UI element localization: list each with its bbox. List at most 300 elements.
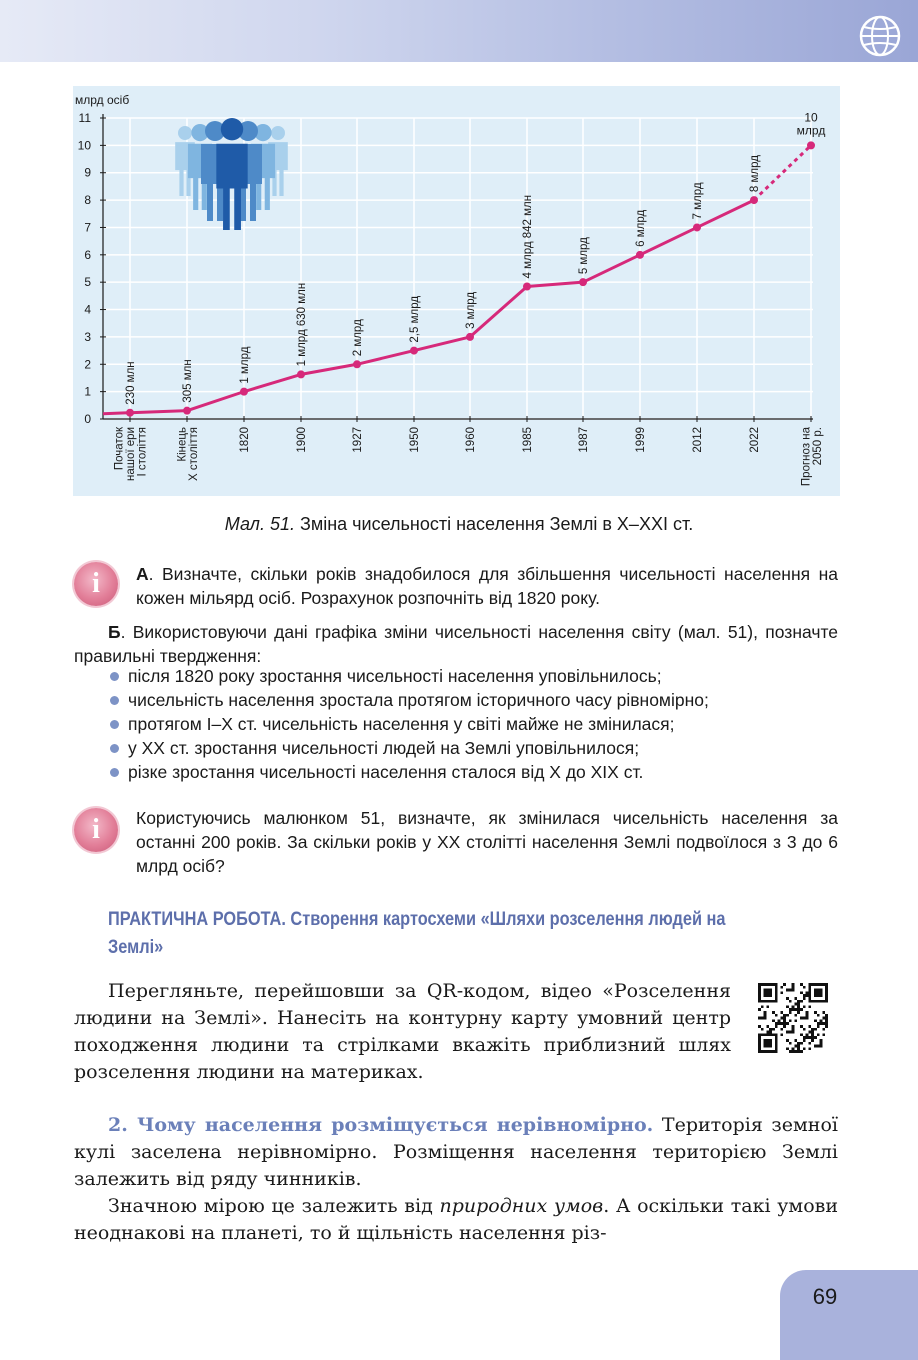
qr-module <box>758 1042 761 1045</box>
qr-module <box>803 1028 806 1031</box>
qr-module <box>794 1050 797 1053</box>
x-tick-label-line: 1999 <box>635 427 647 453</box>
qr-module <box>761 1017 764 1020</box>
qr-module <box>764 989 767 992</box>
qr-module <box>786 1014 789 1017</box>
qr-module <box>758 994 761 997</box>
qr-module <box>797 1047 800 1050</box>
qr-module <box>780 1022 783 1025</box>
qr-module <box>775 983 778 986</box>
qr-module <box>817 989 820 992</box>
qr-module <box>783 983 786 986</box>
qr-module <box>814 1011 817 1014</box>
qr-module <box>775 1045 778 1048</box>
qr-module <box>800 1008 803 1011</box>
qr-module <box>808 989 811 992</box>
qr-module <box>772 1033 775 1036</box>
x-tick-label <box>239 427 251 453</box>
qr-module <box>780 991 783 994</box>
qr-module <box>811 1028 814 1031</box>
qr-module <box>766 983 769 986</box>
qr-module <box>766 1050 769 1053</box>
qr-module <box>769 994 772 997</box>
qr-module <box>775 1033 778 1036</box>
qr-module <box>789 1011 792 1014</box>
qr-module <box>803 986 806 989</box>
qr-module <box>769 1045 772 1048</box>
data-label: 2,5 млрд <box>409 295 421 343</box>
qr-module <box>778 1022 781 1025</box>
qr-module <box>766 994 769 997</box>
qr-module <box>775 1047 778 1050</box>
y-tick-label: 5 <box>84 275 91 290</box>
series-line <box>103 200 754 414</box>
qr-module <box>797 1005 800 1008</box>
data-label-line: млрд <box>796 123 826 138</box>
qr-module <box>764 1039 767 1042</box>
list-item: у ХХ ст. зростання чисельності людей на Землі уповільнилося; <box>108 736 709 760</box>
y-tick-label: 11 <box>78 111 91 125</box>
qr-module <box>811 1036 814 1039</box>
x-tick-label <box>352 427 364 453</box>
data-point <box>523 283 531 291</box>
qr-module <box>803 1039 806 1042</box>
qr-module <box>775 1022 778 1025</box>
y-tick-label: 0 <box>84 412 91 426</box>
x-tick-label-line: 1950 <box>409 427 421 453</box>
qr-module <box>822 1000 825 1003</box>
qr-module <box>758 1050 761 1053</box>
qr-module <box>794 1039 797 1042</box>
qr-code[interactable] <box>758 983 828 1053</box>
practical-work-title: ПРАКТИЧНА РОБОТА. Створення картосхеми «Шляхи розселення людей на Землі» <box>108 909 726 958</box>
qr-module <box>792 986 795 989</box>
qr-module <box>758 1000 761 1003</box>
data-label: 7 млрд <box>692 182 704 220</box>
figure-caption <box>0 514 918 535</box>
qr-module <box>780 1033 783 1036</box>
qr-module <box>758 1008 761 1011</box>
qr-module <box>758 1039 761 1042</box>
qr-module <box>786 1022 789 1025</box>
globe-icon <box>858 14 902 58</box>
data-label: 3 млрд <box>465 291 477 329</box>
qr-module <box>814 1036 817 1039</box>
qr-module <box>800 991 803 994</box>
data-label: 2 млрд <box>352 319 364 357</box>
qr-module <box>766 1005 769 1008</box>
qr-module <box>820 1042 823 1045</box>
qr-module <box>806 1017 809 1020</box>
qr-module <box>769 989 772 992</box>
task-a-letter: А <box>136 564 149 584</box>
x-tick-label-line: 1900 <box>296 427 308 453</box>
qr-module <box>806 1014 809 1017</box>
qr-module <box>758 1033 761 1036</box>
qr-module <box>794 1045 797 1048</box>
x-tick-label-line: 2022 <box>749 427 761 453</box>
x-tick-label-line: нашої ери <box>125 427 137 481</box>
qr-module <box>792 1005 795 1008</box>
qr-module <box>764 1014 767 1017</box>
qr-module <box>792 1031 795 1034</box>
y-tick-label: 10 <box>77 138 91 153</box>
x-tick-label-line: 1960 <box>465 427 477 453</box>
qr-module <box>758 989 761 992</box>
qr-module <box>792 983 795 986</box>
qr-module <box>766 1045 769 1048</box>
qr-module <box>783 1017 786 1020</box>
qr-module <box>797 1000 800 1003</box>
qr-module <box>803 997 806 1000</box>
data-point <box>410 347 418 355</box>
x-tick-label-line: Х століття <box>187 427 200 481</box>
qr-module <box>817 983 820 986</box>
qr-module <box>792 1028 795 1031</box>
qr-module <box>820 989 823 992</box>
data-label: 305 млн <box>182 359 194 403</box>
x-tick-label-line: 1987 <box>578 427 590 453</box>
qr-module <box>797 1003 800 1006</box>
chart-svg <box>73 86 840 496</box>
qr-module <box>769 1028 772 1031</box>
qr-module <box>797 1011 800 1014</box>
qr-module <box>775 997 778 1000</box>
qr-module <box>814 1028 817 1031</box>
qr-module <box>764 1042 767 1045</box>
data-point <box>126 409 134 417</box>
task-b-letter: Б <box>108 622 121 642</box>
qr-module <box>803 1017 806 1020</box>
qr-module <box>786 1047 789 1050</box>
emphasis-term: природних умов <box>439 1195 604 1217</box>
qr-module <box>766 991 769 994</box>
x-tick-label-line: Кінець <box>176 427 189 462</box>
qr-module <box>808 983 811 986</box>
x-tick-label-line: Прогноз на <box>800 427 813 487</box>
x-tick-label-line: 2012 <box>692 427 704 453</box>
qr-module <box>789 1042 792 1045</box>
qr-module <box>772 983 775 986</box>
data-point <box>183 407 191 415</box>
qr-module <box>817 1000 820 1003</box>
qr-module <box>780 1011 783 1014</box>
qr-module <box>797 1042 800 1045</box>
x-tick-label <box>692 427 704 453</box>
qr-module <box>775 1014 778 1017</box>
qr-module <box>786 997 789 1000</box>
qr-module <box>803 1005 806 1008</box>
page-number: 69 <box>812 1284 838 1309</box>
data-label <box>797 110 826 137</box>
list-item: після 1820 року зростання чисельності населення уповільнилось; <box>108 664 709 688</box>
qr-module <box>758 1036 761 1039</box>
data-point <box>466 333 474 341</box>
data-point <box>297 370 305 378</box>
qr-module <box>766 1042 769 1045</box>
qr-module <box>764 991 767 994</box>
qr-module <box>772 1000 775 1003</box>
qr-module <box>822 983 825 986</box>
qr-module <box>761 1000 764 1003</box>
qr-module <box>822 1033 825 1036</box>
qr-module <box>775 989 778 992</box>
qr-module <box>758 1025 761 1028</box>
x-tick-label-line: 1820 <box>239 427 251 453</box>
qr-module <box>825 991 828 994</box>
task-a <box>136 562 838 610</box>
qr-module <box>783 1014 786 1017</box>
qr-module <box>825 1000 828 1003</box>
qr-module <box>769 1033 772 1036</box>
qr-module <box>775 1039 778 1042</box>
qr-module <box>817 1014 820 1017</box>
qr-module <box>808 1031 811 1034</box>
qr-module <box>808 997 811 1000</box>
qr-module <box>769 983 772 986</box>
x-tick-label-line: І століття <box>136 427 149 477</box>
qr-module <box>780 1017 783 1020</box>
qr-module <box>820 1000 823 1003</box>
qr-module <box>766 1033 769 1036</box>
qr-module <box>769 991 772 994</box>
qr-module <box>783 1019 786 1022</box>
qr-module <box>800 1050 803 1053</box>
qr-module <box>775 1036 778 1039</box>
qr-module <box>808 1047 811 1050</box>
qr-module <box>808 991 811 994</box>
qr-module <box>808 986 811 989</box>
qr-module <box>764 1050 767 1053</box>
qr-module <box>825 1025 828 1028</box>
qr-module <box>792 1047 795 1050</box>
qr-module <box>817 1025 820 1028</box>
data-label-line: 10 <box>804 110 818 125</box>
y-tick-label: 4 <box>84 302 91 317</box>
x-tick-label <box>635 427 647 453</box>
y-tick-label: 7 <box>84 220 91 235</box>
qr-module <box>800 1000 803 1003</box>
data-point <box>750 196 758 204</box>
qr-module <box>820 1022 823 1025</box>
qr-module <box>789 1031 792 1034</box>
data-point <box>579 278 587 286</box>
qr-module <box>766 1039 769 1042</box>
qr-module <box>820 991 823 994</box>
qr-module <box>820 1039 823 1042</box>
qr-module <box>794 1003 797 1006</box>
qr-module <box>817 994 820 997</box>
qr-module <box>766 1031 769 1034</box>
x-tick-label-line: 1985 <box>522 427 534 453</box>
qr-module <box>811 983 814 986</box>
qr-module <box>806 994 809 997</box>
x-tick-label-line: 2050 р. <box>811 427 824 466</box>
y-tick-label: 6 <box>84 247 91 262</box>
qr-module <box>825 997 828 1000</box>
qr-module <box>769 1039 772 1042</box>
qr-module <box>764 1011 767 1014</box>
data-point <box>353 360 361 368</box>
qr-module <box>825 986 828 989</box>
paragraph-natural-conditions: Значною мірою це залежить від природних умов. А оскільки такі умови неоднакові на планеті, то й щільність населення різ- <box>74 1195 839 1244</box>
qr-module <box>786 989 789 992</box>
data-label: 8 млрд <box>749 155 761 193</box>
qr-module <box>758 1017 761 1020</box>
qr-module <box>758 1047 761 1050</box>
qr-module <box>814 983 817 986</box>
list-item: чисельність населення зростала протягом історичного часу рівномірно; <box>108 688 709 712</box>
y-tick-label: 9 <box>84 165 91 180</box>
qr-module <box>806 991 809 994</box>
qr-module <box>797 1050 800 1053</box>
qr-module <box>772 1050 775 1053</box>
qr-module <box>772 1019 775 1022</box>
qr-module <box>764 1045 767 1048</box>
data-label: 5 млрд <box>578 237 590 275</box>
qr-module <box>814 989 817 992</box>
qr-module <box>761 1028 764 1031</box>
qr-module <box>758 997 761 1000</box>
qr-module <box>789 989 792 992</box>
qr-module <box>822 1017 825 1020</box>
qr-module <box>792 1025 795 1028</box>
qr-module <box>772 1028 775 1031</box>
qr-module <box>820 1019 823 1022</box>
x-tick-label <box>800 426 824 486</box>
qr-module <box>817 1045 820 1048</box>
data-point <box>240 388 248 396</box>
qr-module <box>786 1005 789 1008</box>
qr-module <box>775 1025 778 1028</box>
qr-module <box>820 983 823 986</box>
qr-module <box>775 1042 778 1045</box>
qr-module <box>803 1036 806 1039</box>
qr-module <box>806 1036 809 1039</box>
qr-module <box>814 1019 817 1022</box>
qr-module <box>764 983 767 986</box>
qr-module <box>808 1042 811 1045</box>
qr-module <box>766 989 769 992</box>
qr-module <box>778 1019 781 1022</box>
data-point <box>807 141 815 149</box>
data-point <box>636 251 644 259</box>
data-label: 4 млрд 842 млн <box>522 194 534 279</box>
qr-module <box>775 1050 778 1053</box>
qr-module <box>825 1014 828 1017</box>
qr-module <box>761 1033 764 1036</box>
qr-module <box>758 991 761 994</box>
qr-module <box>769 1031 772 1034</box>
y-axis-label: млрд осіб <box>75 93 130 107</box>
qr-module <box>792 989 795 992</box>
qr-module <box>808 1036 811 1039</box>
qr-module <box>789 1008 792 1011</box>
list-item: різке зростання чисельності населення сталося від Х до ХІХ ст. <box>108 760 709 784</box>
qr-module <box>775 991 778 994</box>
header-band <box>0 0 918 62</box>
list-item: протягом І–Х ст. чисельність населення у світі майже не змінилася; <box>108 712 709 736</box>
qr-module <box>806 1011 809 1014</box>
qr-module <box>814 994 817 997</box>
qr-module <box>769 1050 772 1053</box>
task-a-text: . Визначте, скільки років знадобилося для збільшення чисельності населення на кожен мільярд осіб. Розрахунок розпочніть від 1820 року. <box>136 564 838 608</box>
task-c: Користуючись малюнком 51, визначте, як змінилася чисельність населення за останні 200 років. За скільки років у ХХ столітті населення Землі подвоїлося з 3 до 6 млрд осіб? <box>136 808 838 876</box>
qr-module <box>758 1045 761 1048</box>
y-tick-label: 8 <box>84 193 91 208</box>
section-2 <box>74 1112 838 1193</box>
qr-module <box>800 1033 803 1036</box>
x-tick-label <box>176 427 200 481</box>
practical-work-text: Перегляньте, перейшовши за QR-кодом, відео «Розселення людини на Землі». Нанесіть на контурну карту умовний центр походження людини та стрілками вкажіть приблизний шлях розселення людини на материках. <box>74 980 731 1083</box>
qr-module <box>820 1045 823 1048</box>
qr-module <box>817 1033 820 1036</box>
qr-module <box>769 1000 772 1003</box>
qr-module <box>764 1000 767 1003</box>
section-2-heading: 2. Чому населення розміщується нерівномірно. <box>108 1114 654 1136</box>
qr-module <box>761 1050 764 1053</box>
qr-module <box>794 1014 797 1017</box>
task-b <box>74 620 838 668</box>
x-tick-label <box>114 426 149 481</box>
data-label: 1 млрд 630 млн <box>296 282 308 367</box>
population-chart <box>73 86 840 496</box>
qr-module <box>789 1019 792 1022</box>
data-point <box>693 223 701 231</box>
x-tick-label-line: Початок <box>113 427 126 471</box>
qr-module <box>808 1000 811 1003</box>
info-icon: i <box>74 808 118 852</box>
qr-module <box>797 1045 800 1048</box>
qr-module <box>808 994 811 997</box>
qr-module <box>825 994 828 997</box>
y-tick-label: 1 <box>84 384 91 399</box>
people-illustration <box>175 118 288 230</box>
qr-module <box>825 1017 828 1020</box>
x-tick-label <box>465 427 477 453</box>
y-tick-label: 3 <box>84 329 91 344</box>
x-tick-label <box>296 427 308 453</box>
qr-module <box>811 1039 814 1042</box>
qr-module <box>764 1017 767 1020</box>
qr-module <box>800 1025 803 1028</box>
data-label: 230 млн <box>125 361 137 405</box>
qr-module <box>766 1025 769 1028</box>
info-icon: i <box>74 562 118 606</box>
qr-module <box>817 991 820 994</box>
qr-module <box>792 1050 795 1053</box>
x-tick-label-line: 1927 <box>352 427 364 453</box>
data-label: 1 млрд <box>239 346 251 384</box>
x-tick-label <box>749 427 761 453</box>
qr-module <box>761 1005 764 1008</box>
y-tick-label: 2 <box>84 357 91 372</box>
qr-module <box>775 1000 778 1003</box>
x-tick-label <box>522 427 534 453</box>
qr-module <box>811 1031 814 1034</box>
qr-module <box>808 1025 811 1028</box>
qr-module <box>792 1008 795 1011</box>
qr-module <box>814 991 817 994</box>
data-label: 6 млрд <box>635 209 647 247</box>
qr-module <box>800 1042 803 1045</box>
caption-prefix: Мал. 51. <box>224 514 295 534</box>
qr-module <box>794 997 797 1000</box>
x-tick-label <box>409 427 421 453</box>
qr-module <box>811 1000 814 1003</box>
qr-module <box>808 1005 811 1008</box>
qr-module <box>764 994 767 997</box>
